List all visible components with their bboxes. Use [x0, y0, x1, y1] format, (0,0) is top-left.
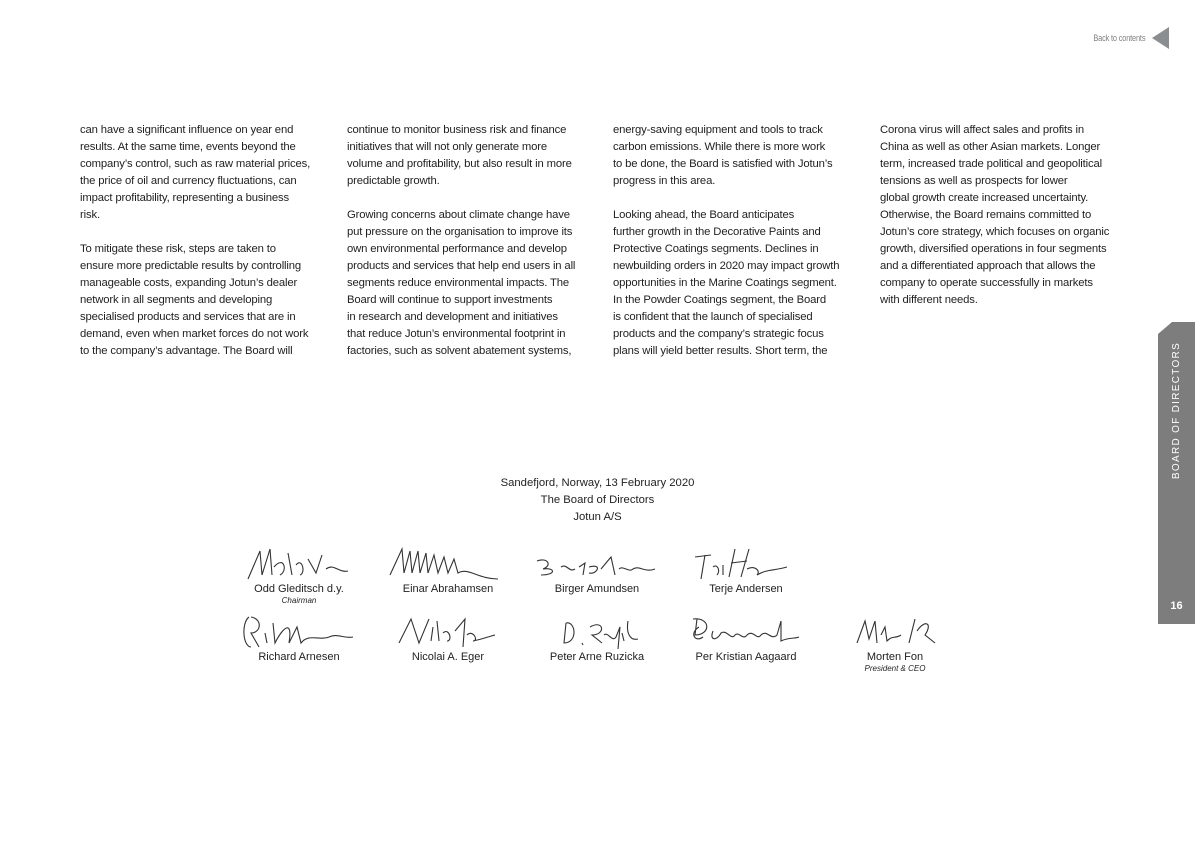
handwritten-signature: [388, 545, 508, 583]
signatory-name: Nicolai A. Eger: [411, 651, 485, 663]
text-line: to be done, the Board is satisfied with Jotun’s: [613, 158, 833, 170]
text-line: global growth create increased uncertainty.: [880, 192, 1089, 204]
text-line: that reduce Jotun’s environmental footprint in: [347, 328, 566, 340]
text-line: risk.: [80, 209, 100, 221]
text-line: with different needs.: [880, 294, 978, 306]
signature-block-andersen: [671, 545, 821, 596]
text-line: is confident that the launch of specialised: [613, 311, 813, 323]
text-line: in research and development and initiatives: [347, 311, 558, 323]
paragraph: [613, 207, 853, 360]
text-line: plans will yield better results. Short term, the: [613, 345, 828, 357]
text-line: predictable growth.: [347, 175, 440, 187]
back-arrow-icon[interactable]: [1152, 27, 1169, 49]
text-line: demand, even when market forces do not work: [80, 328, 309, 340]
text-line: company’s control, such as raw material prices,: [80, 158, 311, 170]
text-line: to the company’s advantage. The Board will: [80, 345, 293, 357]
text-line: and a differentiated approach that allows the: [880, 260, 1096, 272]
signature-block-abrahamsen: [373, 545, 523, 596]
handwritten-signature: [239, 613, 359, 651]
text-line: In the Powder Coatings segment, the Board: [613, 294, 827, 306]
signature-block-eger: [373, 613, 523, 664]
text-line: progress in this area.: [613, 175, 716, 187]
text-line: term, increased trade political and geopolitical: [880, 158, 1103, 170]
signature-block-arnesen: [224, 613, 374, 664]
signatory-name: Terje Andersen: [709, 583, 783, 595]
text-line: own environmental performance and develop: [347, 243, 567, 255]
section-tab-label[interactable]: [1158, 340, 1195, 480]
text-line: put pressure on the organisation to improve its: [347, 226, 573, 238]
text-column-4: [880, 122, 1120, 326]
text-column-3: [613, 122, 853, 377]
signatory-name: Einar Abrahamsen: [402, 583, 494, 595]
section-tab-text: BOARD OF DIRECTORS: [1171, 341, 1182, 479]
text-line: specialised products and services that are in: [80, 311, 296, 323]
signatory-role: President & CEO: [864, 664, 926, 673]
text-line: growth, diversified operations in four segments: [880, 243, 1107, 255]
paragraph: [80, 122, 320, 224]
text-line: impact profitability, representing a business: [80, 192, 290, 204]
text-line: network in all segments and developing: [80, 294, 273, 306]
text-line: Growing concerns about climate change have: [347, 209, 570, 221]
text-line: results. At the same time, events beyond the: [80, 141, 296, 153]
text-line: products and services that help end users in all: [347, 260, 576, 272]
handwritten-signature: [542, 613, 652, 651]
back-to-contents-label: Back to contents: [1093, 33, 1145, 43]
place-date: Sandefjord, Norway, 13 February 2020: [500, 477, 695, 489]
text-line: further growth in the Decorative Paints and: [613, 226, 821, 238]
text-line: manageable costs, expanding Jotun’s dealer: [80, 277, 298, 289]
paragraph: [613, 122, 853, 190]
text-line: newbuilding orders in 2020 may impact growth: [613, 260, 840, 272]
signature-block-gleditsch: [224, 545, 374, 606]
text-line: opportunities in the Marine Coatings segment.: [613, 277, 837, 289]
text-line: To mitigate these risk, steps are taken to: [80, 243, 276, 255]
text-line: initiatives that will not only generate more: [347, 141, 547, 153]
text-line: energy-saving equipment and tools to track: [613, 124, 823, 136]
text-line: Otherwise, the Board remains committed to: [880, 209, 1092, 221]
text-column-2: [347, 122, 587, 377]
handwritten-signature: [691, 545, 801, 583]
text-line: Board will continue to support investments: [347, 294, 553, 306]
handwritten-signature: [393, 613, 503, 651]
handwritten-signature: [533, 545, 661, 583]
text-line: company to operate successfully in markets: [880, 277, 1093, 289]
paragraph: [347, 207, 587, 360]
signature-block-ruzicka: [522, 613, 672, 664]
text-line: continue to monitor business risk and finance: [347, 124, 567, 136]
page-number: 16: [1170, 600, 1183, 612]
paragraph: [880, 122, 1120, 309]
signatory-name: Morten Fon: [866, 651, 924, 663]
text-line: Looking ahead, the Board anticipates: [613, 209, 795, 221]
text-line: products and the company’s strategic focus: [613, 328, 824, 340]
text-line: Jotun’s core strategy, which focuses on organic: [880, 226, 1110, 238]
board-title: The Board of Directors: [540, 494, 655, 506]
signatory-role: Chairman: [281, 596, 317, 605]
signatory-name: Richard Arnesen: [258, 651, 340, 663]
signatory-name: Odd Gleditsch d.y.: [254, 583, 344, 595]
text-line: carbon emissions. While there is more work: [613, 141, 826, 153]
signature-block-amundsen: [522, 545, 672, 596]
text-line: segments reduce environmental impacts. The: [347, 277, 570, 289]
text-line: Corona virus will affect sales and profits in: [880, 124, 1085, 136]
text-line: tensions as well as prospects for lower: [880, 175, 1068, 187]
signatory-name: Birger Amundsen: [554, 583, 640, 595]
company-name: Jotun A/S: [573, 511, 622, 523]
handwritten-signature: [845, 613, 945, 651]
text-line: ensure more predictable results by controlling: [80, 260, 302, 272]
text-column-1: [80, 122, 320, 377]
text-line: the price of oil and currency fluctuations, can: [80, 175, 297, 187]
handwritten-signature: [681, 613, 811, 651]
handwritten-signature: [244, 545, 354, 583]
text-line: China as well as other Asian markets. Longer: [880, 141, 1101, 153]
text-line: Protective Coatings segments. Declines in: [613, 243, 819, 255]
text-line: can have a significant influence on year end: [80, 124, 294, 136]
signatory-name: Per Kristian Aagaard: [695, 651, 797, 663]
text-line: factories, such as solvent abatement systems,: [347, 345, 572, 357]
signatory-name: Peter Arne Ruzicka: [549, 651, 645, 663]
signature-block-aagaard: [671, 613, 821, 664]
paragraph: [80, 241, 320, 360]
back-to-contents-link[interactable]: [1082, 27, 1169, 49]
signature-block-fon: [820, 613, 970, 674]
paragraph: [347, 122, 587, 190]
text-line: volume and profitability, but also result in more: [347, 158, 572, 170]
closing-block: [0, 475, 1195, 526]
